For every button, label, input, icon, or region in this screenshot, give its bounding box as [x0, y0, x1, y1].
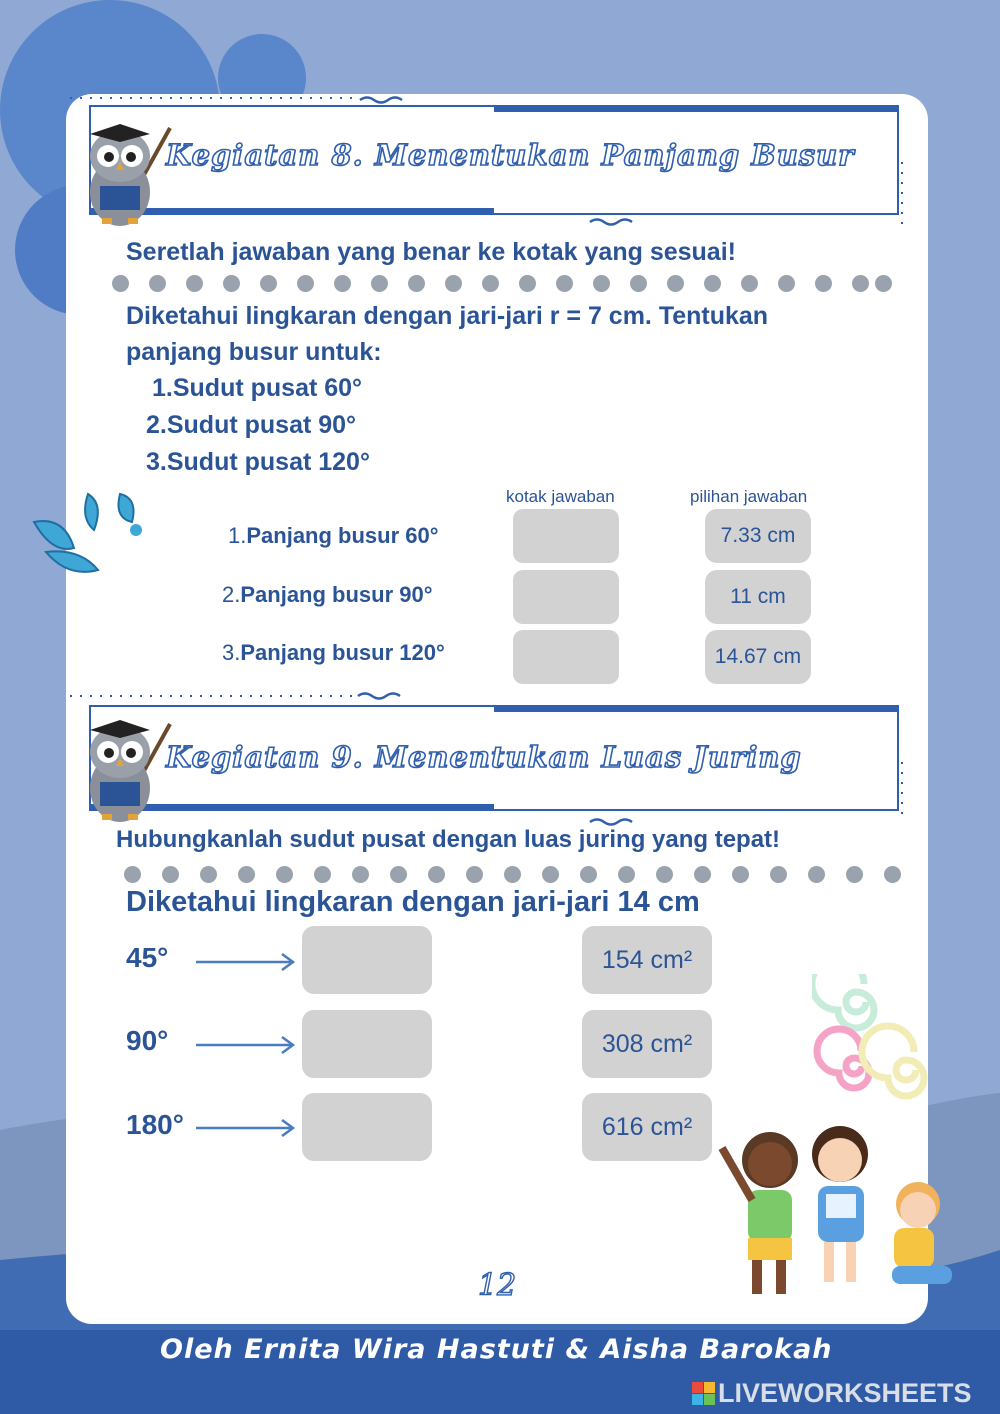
match-drop-box-3[interactable]	[302, 1093, 432, 1161]
list-item-text: Sudut pusat 90°	[166, 411, 357, 439]
angle-label-1: 45°	[126, 942, 169, 973]
liveworksheets-brand: LIVEWORKSHEETS	[718, 1378, 972, 1408]
dot-divider	[112, 275, 902, 292]
author-credit: Oleh Ernita Wira Hastuti & Aisha Barokah	[160, 1334, 833, 1365]
activity9-problem: Diketahui lingkaran dengan jari-jari 14 cm	[126, 886, 700, 918]
arrow-right-icon	[194, 1116, 298, 1140]
swirl-decoration-icon	[812, 974, 952, 1108]
activity9-title: Kegiatan 9. Menentukan Luas Juring	[166, 740, 802, 774]
activity9-instruction: Hubungkanlah sudut pusat dengan luas juring yang tepat!	[116, 826, 781, 853]
answer-drop-box-3[interactable]	[513, 630, 619, 684]
area-choice-1[interactable]: 154 cm²	[582, 926, 712, 994]
answer-drop-box-1[interactable]	[513, 509, 619, 563]
question-number: 1.	[228, 523, 247, 548]
list-item-number: 3.	[146, 448, 167, 476]
list-item-number: 2.	[146, 411, 167, 439]
answer-choice-1[interactable]: 7.33 cm	[705, 509, 811, 563]
area-choice-3[interactable]: 616 cm²	[582, 1093, 712, 1161]
question-row	[228, 523, 439, 549]
page-number: 12	[478, 1268, 517, 1303]
activity8-instruction: Seretlah jawaban yang benar ke kotak yang sesuai!	[126, 238, 736, 266]
activity8-problem-line2: panjang busur untuk:	[126, 338, 382, 366]
list-item	[152, 374, 362, 403]
question-text: Panjang busur 60°	[246, 523, 439, 548]
activity8-problem-line1: Diketahui lingkaran dengan jari-jari r = 7 cm. Tentukan	[126, 302, 769, 330]
question-row	[222, 640, 445, 666]
arrow-right-icon	[194, 950, 298, 974]
question-text: Panjang busur 90°	[240, 582, 433, 607]
list-item-text: Sudut pusat 120°	[166, 448, 370, 476]
question-row	[222, 582, 433, 608]
question-number: 2.	[222, 582, 241, 607]
list-item	[146, 448, 370, 477]
answer-choice-2[interactable]: 11 cm	[705, 570, 811, 624]
match-drop-box-2[interactable]	[302, 1010, 432, 1078]
children-illustration	[712, 1120, 962, 1310]
answer-choice-3[interactable]: 14.67 cm	[705, 630, 811, 684]
splash-decoration-icon	[24, 482, 148, 574]
question-text: Panjang busur 120°	[240, 640, 445, 665]
question-number: 3.	[222, 640, 241, 665]
choices-header: pilihan jawaban	[690, 487, 808, 506]
activity8-title: Kegiatan 8. Menentukan Panjang Busur	[166, 138, 855, 172]
list-item-text: Sudut pusat 60°	[172, 374, 363, 402]
match-drop-box-1[interactable]	[302, 926, 432, 994]
list-item	[146, 411, 356, 440]
owl-teacher-icon	[78, 120, 174, 230]
liveworksheets-logo[interactable]	[692, 1378, 972, 1409]
angle-label-3: 180°	[126, 1109, 184, 1140]
answer-box-header: kotak jawaban	[506, 487, 615, 506]
list-item-number: 1.	[152, 374, 173, 402]
area-choice-2[interactable]: 308 cm²	[582, 1010, 712, 1078]
answer-drop-box-2[interactable]	[513, 570, 619, 624]
owl-teacher-icon	[78, 716, 174, 826]
dot-divider	[124, 866, 914, 883]
arrow-right-icon	[194, 1033, 298, 1057]
angle-label-2: 90°	[126, 1025, 169, 1056]
liveworksheets-logo-icon	[692, 1382, 716, 1406]
